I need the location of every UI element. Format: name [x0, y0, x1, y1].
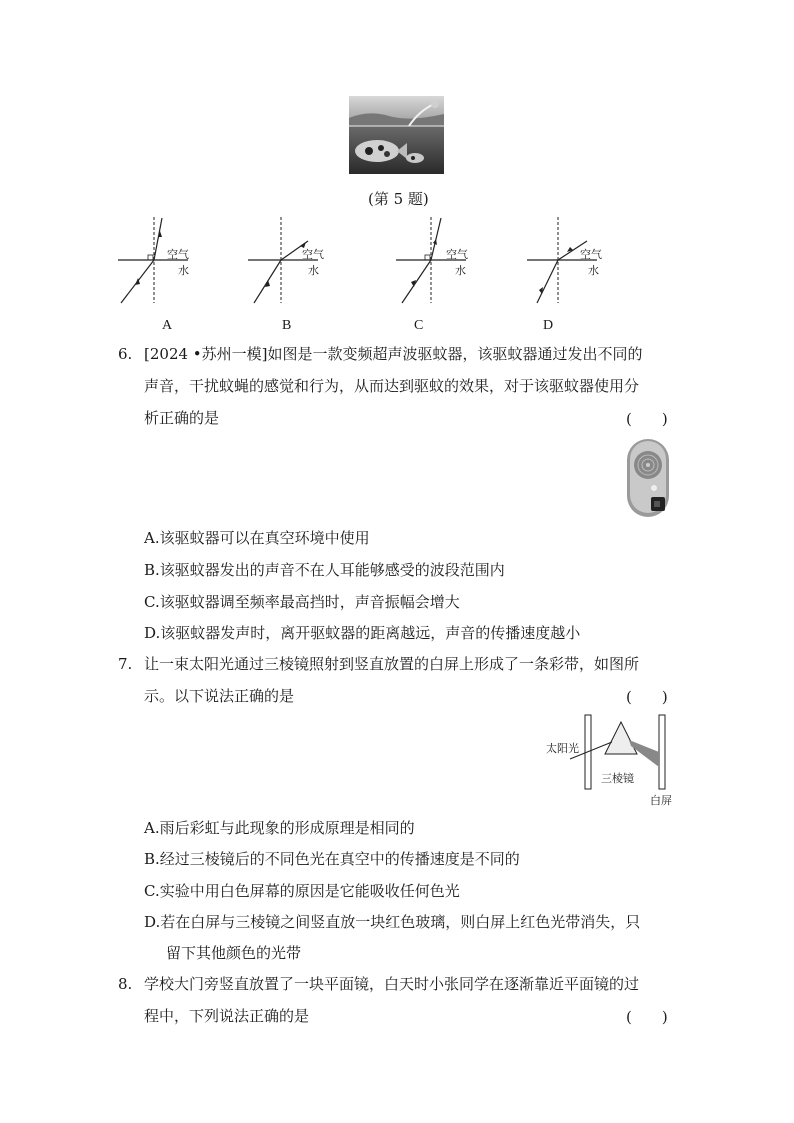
medium-water-label: 水 [588, 264, 599, 277]
option-label-c: C [414, 318, 424, 333]
question-number: 7. [118, 655, 133, 673]
answer-blank: ( ) [626, 410, 668, 428]
option-b: B.该驱蚊器发出的声音不在人耳能够感受的波段范围内 [144, 561, 505, 579]
medium-water-label: 水 [455, 264, 466, 277]
question-text: 析正确的是 [144, 409, 220, 427]
question-text: 程中，下列说法正确的是 [144, 1007, 310, 1025]
question-number: 6. [118, 345, 133, 363]
question-text: 声音，干扰蚊蝇的感觉和行为，从而达到驱蚊的效果，对于该驱蚊器使用分 [144, 377, 640, 395]
medium-air-label: 空气 [580, 248, 602, 261]
question-text: 示。以下说法正确的是 [144, 687, 295, 705]
option-label-b: B [282, 318, 292, 333]
medium-water-label: 水 [308, 264, 319, 277]
figure-caption: (第 5 题) [368, 190, 429, 208]
question-text: [2024 •苏州一模]如图是一款变频超声波驱蚊器，该驱蚊器通过发出不同的 [144, 345, 643, 363]
fish-photo [349, 96, 444, 174]
option-label-d: D [543, 318, 554, 333]
medium-air-label: 空气 [167, 248, 189, 261]
option-d: D.该驱蚊器发声时，离开驱蚊器的距离越远，声音的传播速度越小 [144, 624, 581, 642]
medium-air-label: 空气 [302, 248, 324, 261]
option-d: D.若在白屏与三棱镜之间竖直放一块红色玻璃，则白屏上红色光带消失，只 [144, 913, 641, 931]
question-number: 8. [118, 975, 133, 993]
screen-label: 白屏 [650, 794, 672, 807]
sunlight-label: 太阳光 [546, 742, 579, 755]
option-a: A.该驱蚊器可以在真空环境中使用 [144, 529, 370, 547]
option-b: B.经过三棱镜后的不同色光在真空中的传播速度是不同的 [144, 850, 520, 868]
prism-label: 三棱镜 [601, 772, 634, 785]
option-a: A.雨后彩虹与此现象的形成原理是相同的 [144, 819, 415, 837]
option-d-continued: 留下其他颜色的光带 [166, 944, 302, 962]
answer-blank: ( ) [626, 688, 668, 706]
medium-air-label: 空气 [446, 248, 468, 261]
question-text: 让一束太阳光通过三棱镜照射到竖直放置的白屏上形成了一条彩带，如图所 [144, 655, 640, 673]
option-label-a: A [162, 318, 173, 333]
answer-blank: ( ) [626, 1008, 668, 1026]
mosquito-repeller-device [624, 437, 672, 519]
option-c: C.该驱蚊器调至频率最高挡时，声音振幅会增大 [144, 593, 460, 611]
medium-water-label: 水 [178, 264, 189, 277]
option-c: C.实验中用白色屏幕的原因是它能吸收任何色光 [144, 882, 460, 900]
question-text: 学校大门旁竖直放置了一块平面镜，白天时小张同学在逐渐靠近平面镜的过 [144, 975, 640, 993]
